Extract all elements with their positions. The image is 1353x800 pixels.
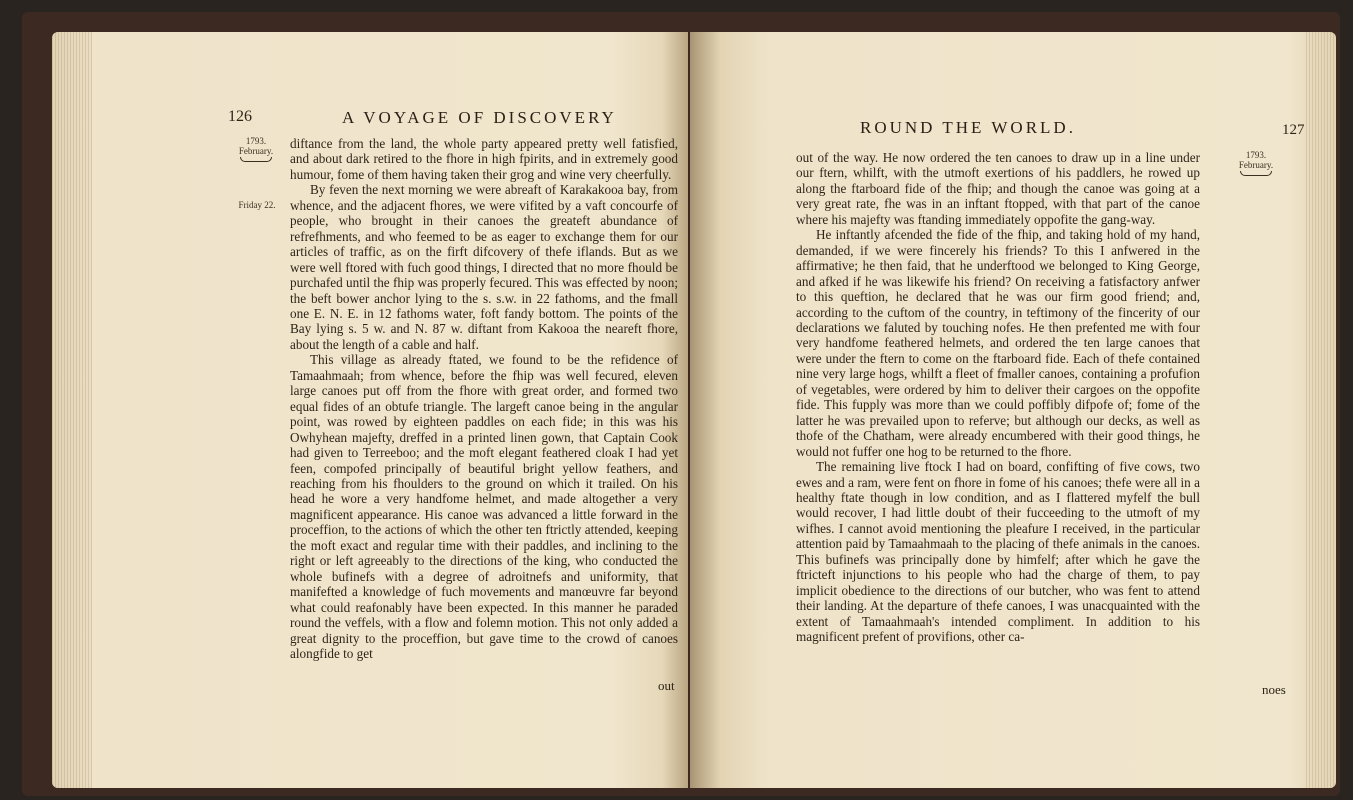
paragraph: diftance from the land, the whole party appeared pretty well fatisfied, and about dark retired to the fhore in high fpirits, and in extremely good humour, fome of them having taken their grog and wine very cheerfully. xyxy=(290,136,678,182)
paragraph: He inftantly afcended the fide of the fhip, and taking hold of my hand, demanded, if we were fincerely his friends? To this I anfwered in the affirmative; he then faid, that he underftood we belonged to King George, and afked if he was likewife his friend? On receiving a fatisfactory anfwer to this queftion, he declared that he was our firm good friend; and, according to the cuftom of the country, in teftimony of the fincerity of our declarations we faluted by touching nofes. He then prefented me with four very handfome feathered helmets, and ordered the ten large canoes that were under the ftern to come on the ftarboard fide. Each of thefe contained nine very large hogs, whilft a fleet of fmaller canoes, containing a profufion of vegetables, were ordered by him to deliver their cargoes on the oppofite fide. This fupply was more than we could poffibly difpofe of; fome of the latter he was prevailed upon to referve; but although our decks, as well as thofe of the Chatham, were already encumbered with their good things, he would not fuffer one hog to be returned to the fhore. xyxy=(796,227,1200,459)
margin-note-date: 1793. February. xyxy=(232,136,280,162)
book-spread xyxy=(22,12,1340,796)
paragraph: out of the way. He now ordered the ten canoes to draw up in a line under our ftern, whilft, with the utmoft exertions of his paddlers, he rowed up along the ftarboard fide of the fhip; and though the canoe was going at a very great rate, fhe was in an inftant ftopped, with that part of the canoe where his majefty was ftanding immediately oppofite the gang-way. xyxy=(796,150,1200,227)
body-text xyxy=(796,150,1200,645)
right-page xyxy=(690,32,1336,788)
left-page xyxy=(52,32,688,788)
paragraph: This village as already ftated, we found to be the refidence of Tamaahmaah; from whence, before the fhip was well fecured, eleven large canoes put off from the fhore with great order, and formed two equal fides of an obtufe triangle. The largeft canoe being in the angular point, was rowed by eighteen paddles on each fide; in this was his Owhyhean majefty, dreffed in a printed linen gown, that Captain Cook had given to Terreeboo; and the moft elegant feathered cloak I had yet feen, compofed principally of beautiful bright yellow feathers, and reaching from his fhoulders to the ground on which it trailed. On his head he wore a very handfome helmet, and made altogether a very magnificent appearance. His canoe was advanced a little forward in the proceffion, to the actions of which the other ten ftrictly attended, keeping the moft exact and regular time with their paddles, and inclining to the right or left agreeably to the directions of the king, who conducted the whole bufinefs with a degree of adroitnefs and uniformity, that manifefted a knowledge of fuch movements and manœuvre far beyond what could reafonably have been expected. In this manner he paraded round the veffels, with a flow and folemn motion. This not only added a great dignity to the proceffion, but gave time to the crowd of canoes alongfide to get xyxy=(290,352,678,661)
page-edges xyxy=(1306,32,1336,788)
running-head: A VOYAGE OF DISCOVERY xyxy=(342,108,617,127)
margin-note-day: Friday 22. xyxy=(238,200,276,210)
brace-mark xyxy=(240,157,272,162)
page-number: 126 xyxy=(228,108,252,125)
page-edges xyxy=(52,32,92,788)
catchword: out xyxy=(658,678,675,693)
brace-mark xyxy=(1240,171,1272,176)
running-head: ROUND THE WORLD. xyxy=(860,118,1076,137)
page-number: 127 xyxy=(1282,122,1305,138)
paragraph: The remaining live ftock I had on board, confifting of five cows, two ewes and a ram, were fent on fhore in fome of his canoes; thefe were all in a healthy ftate though in low condition, and as I flattered myfelf the bull would recover, I had little doubt of their fucceeding to the utmoft of my wifhes. I cannot avoid mentioning the pleafure I received, in the particular attention paid by Tamaahmaah to the placing of thefe animals in the canoes. This bufinefs was principally done by himfelf; after which he gave the ftricteft injunctions to his people who had the charge of them, to pay implicit obedience to the directions of our butcher, who was fent to attend their landing. At the departure of thefe canoes, I was unacquainted with the extent of Tamaahmaah's intended compliment. In addition to his magnificent prefent of provifions, other ca- xyxy=(796,459,1200,645)
margin-note-date: 1793. February. xyxy=(1234,150,1278,176)
paragraph: By feven the next morning we were abreaft of Karakakooa bay, from whence, and the adjacent fhores, we were vifited by a vaft concourfe of people, who brought in their canoes the greateft abundance of refrefhments, and who feemed to be as eager to exchange them for our articles of traffic, as on the firft difcovery of thefe iflands. But as we were well ftored with fuch good things, I directed that no more fhould be purchafed until the fhip was properly fecured. This was effected by noon; the beft bower anchor lying to the s. s.w. in 22 fathoms, and the fmall one E. N. E. in 12 fathoms water, foft fandy bottom. The points of the Bay lying s. 5 w. and N. 87 w. diftant from Kakooa the neareft fhore, about the length of a cable and half. xyxy=(290,182,678,352)
body-text xyxy=(290,136,678,661)
catchword: noes xyxy=(1262,682,1286,697)
